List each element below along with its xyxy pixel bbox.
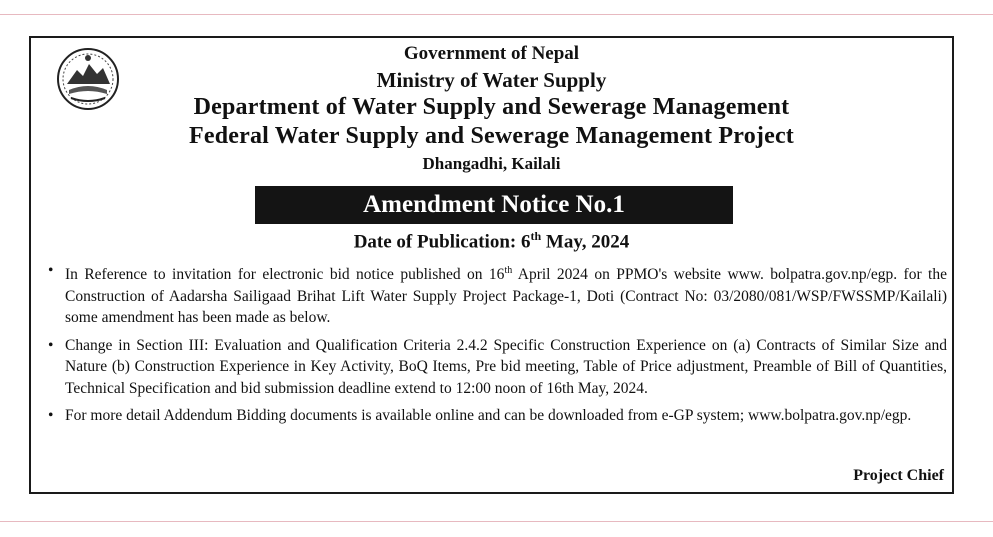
bullet-icon: • <box>48 336 54 354</box>
list-item: • For more detail Addendum Bidding documents is available online and can be downloaded from e-GP system; www.bolpatra.gov.np/egp. <box>45 405 947 427</box>
bullet-icon: • <box>48 407 54 425</box>
bullet-icon: • <box>48 262 54 279</box>
amendment-list <box>45 260 947 433</box>
ministry-name: Ministry of Water Supply <box>376 68 607 92</box>
project-name: Federal Water Supply and Sewerage Management Project <box>189 123 794 149</box>
top-divider <box>0 14 993 15</box>
department-name: Department of Water Supply and Sewerage Management <box>193 94 790 120</box>
government-name: Government of Nepal <box>403 43 580 64</box>
notice-title-banner: Amendment Notice No.1 <box>255 186 733 224</box>
project-location: Dhangadhi, Kailali <box>422 154 561 173</box>
amendment-notice <box>29 36 954 494</box>
list-item: • In Reference to invitation for electronic bid notice published on 16th April 2024 on PPMO's website www. bolpatra.gov.np/egp. for the Construction of Aadarsha Sailigaad Brihat Lift Water Supply Project Package-1, Doti (Contract No: 03/2080/081/WSP/FWSSMP/Kailali) some amendment has been made as below. <box>48 262 947 327</box>
publication-date: Date of Publication: 6th May, 2024 <box>353 229 630 253</box>
signoff: Project Chief <box>853 467 944 484</box>
bottom-divider <box>0 521 993 522</box>
list-item: • Change in Section III: Evaluation and Qualification Criteria 2.4.2 Specific Construction Experience on (a) Contracts of Similar Size and Nature (b) Construction Experience in Key Activity, BoQ Items, Pre bid meeting, Table of Price adjustment, Preamble of Bill of Quantities, Technical Specification and bid submission deadline extend to 12:00 noon of 16th May, 2024. <box>48 336 947 397</box>
